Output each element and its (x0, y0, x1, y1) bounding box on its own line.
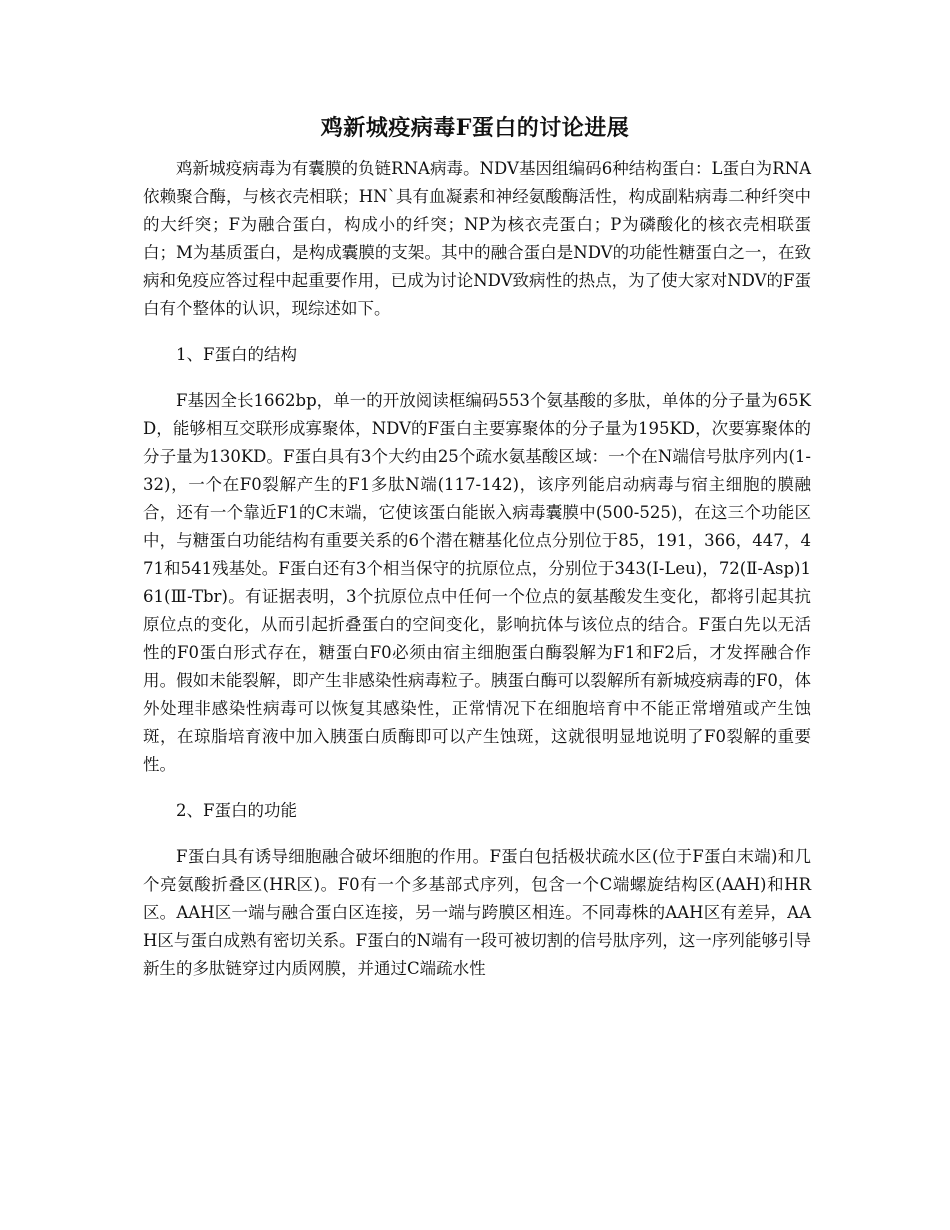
section-text-function: F蛋白具有诱导细胞融合破坏细胞的作用。F蛋白包括极状疏水区(位于F蛋白末端)和几个亮氨酸折叠区(HR区)。F0有一个多基部式序列，包含一个C端螺旋结构区(AAH)和HR区。AAH区一端与融合蛋白区连接，另一端与跨膜区相连。不同毒株的AAH区有差异，AAH区与蛋白成熟有密切关系。F蛋白的N端有一段可被切割的信号肽序列，这一序列能够引导新生的多肽链穿过内质网膜，并通过C端疏水性 (143, 847, 811, 978)
section-text-structure: F基因全长1662bp，单一的开放阅读框编码553个氨基酸的多肽，单体的分子量为65KD，能够相互交联形成寡聚体，NDV的F蛋白主要寡聚体的分子量为195KD，次要寡聚体的分子量为130KD。F蛋白具有3个大约由25个疏水氨基酸区域：一个在N端信号肽序列内(1-32)，一个在F0裂解产生的F1多肽N端(117-142)，该序列能启动病毒与宿主细胞的膜融合，还有一个靠近F1的C末端，它使该蛋白能嵌入病毒囊膜中(500-525)，在这三个功能区中，与糖蛋白功能结构有重要关系的6个潜在糖基化位点分别位于85，191，366，447，471和541残基处。F蛋白还有3个相当保守的抗原位点，分别位于343(I-Leu)，72(Ⅱ-Asp)161(Ⅲ-Tbr)。有证据表明，3个抗原位点中任何一个位点的氨基酸发生变化，都将引起其抗原位点的变化，从而引起折叠蛋白的空间变化，影响抗体与该位点的结合。F蛋白先以无活性的F0蛋白形式存在，糖蛋白F0必须由宿主细胞蛋白酶裂解为F1和F2后，才发挥融合作用。假如未能裂解，即产生非感染性病毒粒子。胰蛋白酶可以裂解所有新城疫病毒的F0，体外处理非感染性病毒可以恢复其感染性，正常情况下在细胞培育中不能正常增殖或产生蚀斑，在琼脂培育液中加入胰蛋白质酶即可以产生蚀斑，这就很明显地说明了F0裂解的重要性。 (143, 391, 811, 774)
document-title: 鸡新城疫病毒F蛋白的讨论进展 (320, 115, 630, 141)
paragraph-gap (143, 825, 811, 843)
paragraph-gap (143, 779, 811, 797)
paragraph-gap (143, 323, 811, 341)
document-body (143, 155, 811, 983)
section-heading-function: 2、F蛋白的功能 (176, 801, 297, 820)
section-heading-structure: 1、F蛋白的结构 (176, 345, 297, 364)
intro-paragraph: 鸡新城疫病毒为有囊膜的负链RNA病毒。NDV基因组编码6种结构蛋白：L蛋白为RNA依赖聚合酶，与核衣壳相联；HN`具有血凝素和神经氨酸酶活性，构成副粘病毒二种纤突中的大纤突；F为融合蛋白，构成小的纤突；NP为核衣壳蛋白；P为磷酸化的核衣壳相联蛋白；M为基质蛋白，是构成囊膜的支架。其中的融合蛋白是NDV的功能性糖蛋白之一，在致病和免疫应答过程中起重要作用，已成为讨论NDV致病性的热点，为了使大家对NDV的F蛋白有个整体的认识，现综述如下。 (143, 159, 811, 318)
paragraph-gap (143, 369, 811, 387)
